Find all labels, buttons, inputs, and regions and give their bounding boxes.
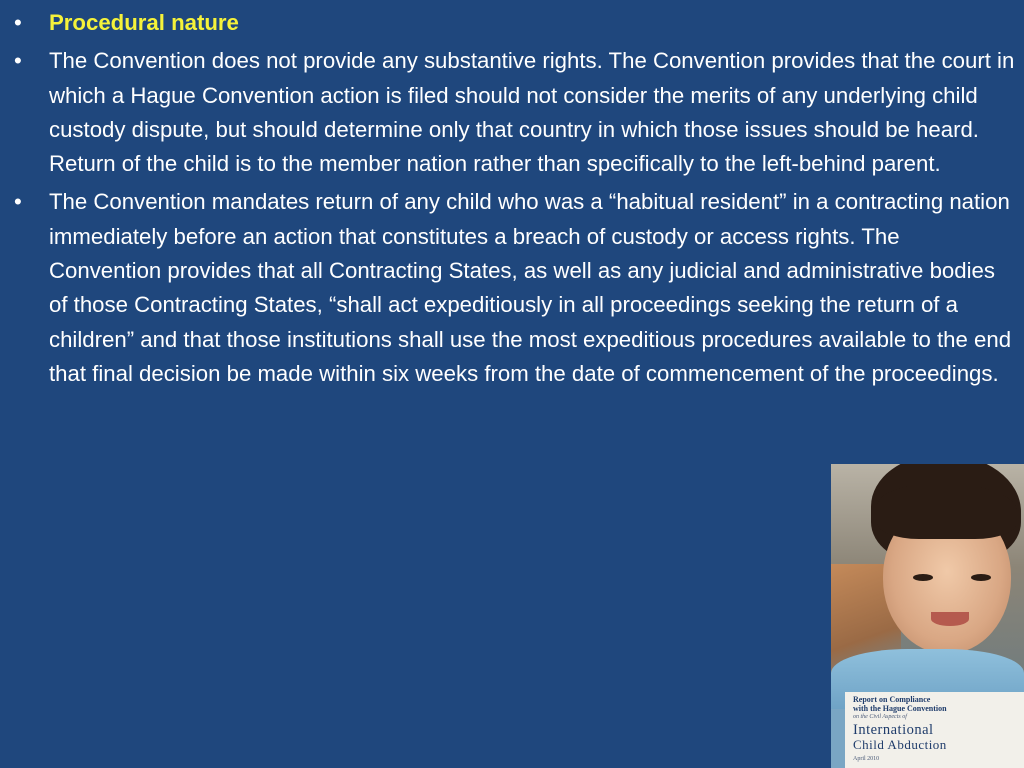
report-title-line4: International — [853, 722, 934, 738]
bullet-text: The Convention mandates return of any child who was a “habitual resident” in a contracting nation immediately before an action that constitutes a breach of custody or access rights. The Convention provides that all Contracting States, as well as any judicial and administrative bodies of those Contracting States, “shall act expeditiously in all proceedings seeking the return of a children” and that those institutions shall use the most expeditious procedures available to the end that final decision be made within six weeks from the date of commencement of the proceedings. — [49, 189, 1012, 386]
child-smile — [931, 612, 969, 626]
report-title-panel — [845, 692, 1024, 768]
report-title-line5: Child Abduction — [853, 737, 947, 752]
bullet-marker: • — [14, 48, 22, 74]
bullet-heading-text: Procedural nature — [49, 10, 239, 35]
bullet-marker: • — [14, 10, 22, 35]
child-fringe — [877, 484, 1017, 539]
bullet-mandates-return — [14, 185, 1016, 391]
report-title-line3: on the Civil Aspects of — [853, 714, 907, 720]
bullet-substantive-rights — [14, 44, 1016, 181]
bullet-procedural-nature — [14, 6, 1016, 40]
report-date: April 2010 — [853, 756, 880, 762]
child-eye-right — [971, 574, 991, 581]
report-title-line1: Report on Compliance — [853, 695, 931, 704]
bullet-list — [14, 6, 1016, 395]
child-eye-left — [913, 574, 933, 581]
bullet-text: The Convention does not provide any substantive rights. The Convention provides that the court in which a Hague Convention action is filed should not consider the merits of any underlying child custody dispute, but should determine only that country in which those issues should be heard. Return of the child is to the member nation rather than specifically to the left-behind parent. — [49, 48, 1015, 177]
report-cover-image — [831, 464, 1024, 768]
bullet-marker: • — [14, 189, 22, 215]
report-title-line2: with the Hague Convention — [853, 704, 947, 713]
